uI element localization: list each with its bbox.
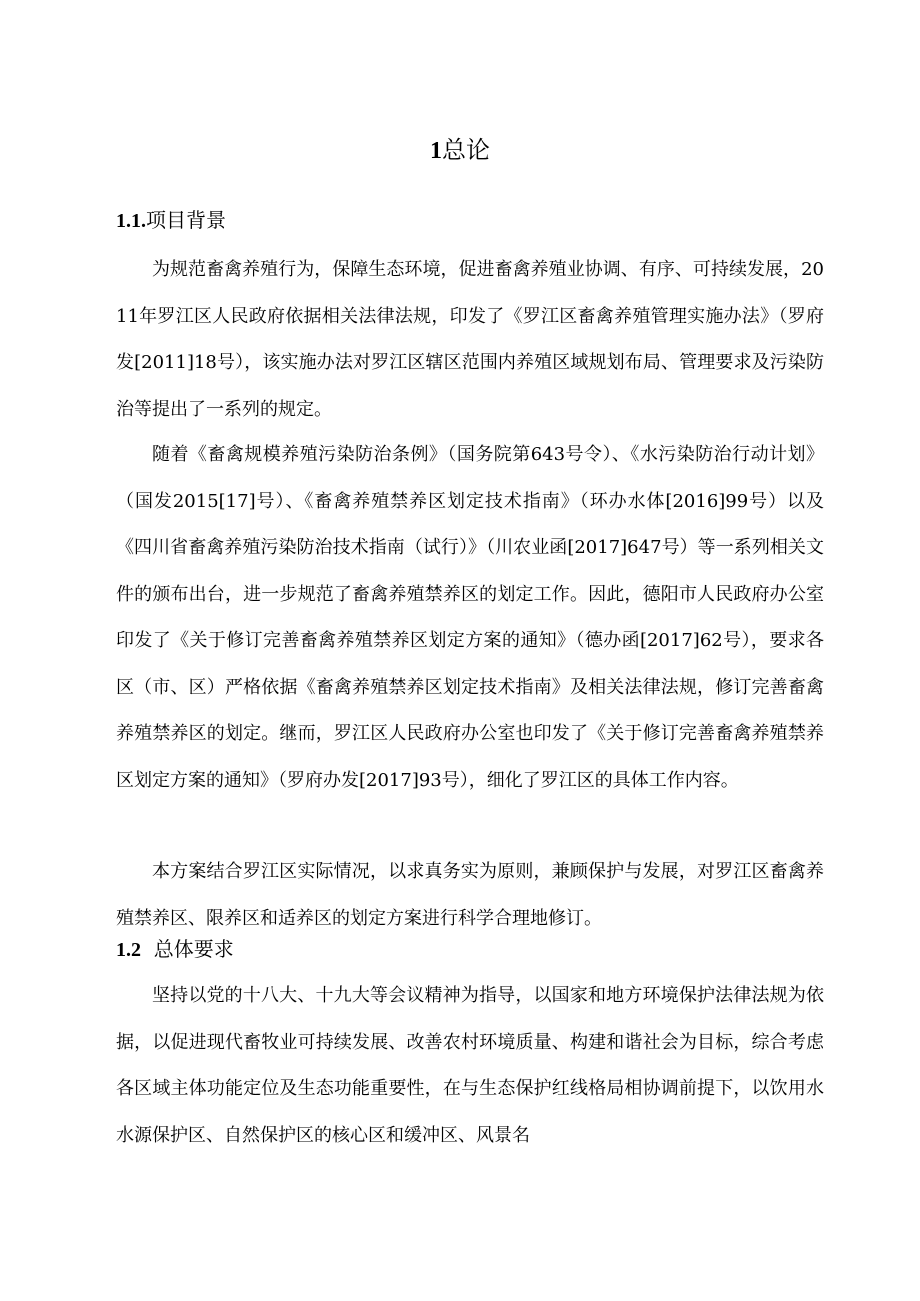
section-number-1-1: 1.1. (116, 210, 146, 232)
section-heading-1-2 (116, 934, 234, 965)
chapter-title (0, 132, 920, 169)
section-number-1-2: 1.2 (116, 939, 141, 961)
paragraph-background-3: 本方案结合罗江区实际情况，以求真务实为原则，兼顾保护与发展，对罗江区畜禽养殖禁养区、限养区和适养区的划定方案进行科学合理地修订。 (116, 861, 824, 929)
paragraph-background-2: 随着《畜禽规模养殖污染防治条例》（国务院第643号令）、《水污染防治行动计划》（国发2015[17]号）、《畜禽养殖禁养区划定技术指南》（环办水体[2016]99号）以及《四川省畜禽养殖污染防治技术指南（试行）》（川农业函[2017]647号）等一系列相关文件的颁布出台，进一步规范了畜禽养殖禁养区的划定工作。因此，德阳市人民政府办公室印发了《关于修订完善畜禽养殖禁养区划定方案的通知》（德办函[2017]62号），要求各区（市、区）严格依据《畜禽养殖禁养区划定技术指南》及相关法律法规，修订完善畜禽养殖禁养区的划定。继而，罗江区人民政府办公室也印发了《关于修订完善畜禽养殖禁养区划定方案的通知》（罗府办发[2017]93号），细化了罗江区的具体工作内容。 (116, 444, 824, 791)
chapter-number: 1 (430, 138, 442, 164)
section-heading-1-1 (116, 205, 226, 236)
paragraph-background-1: 为规范畜禽养殖行为，保障生态环境，促进畜禽养殖业协调、有序、可持续发展，2011年罗江区人民政府依据相关法律法规，印发了《罗江区畜禽养殖管理实施办法》（罗府发[2011]18号），该实施办法对罗江区辖区范围内养殖区域规划布局、管理要求及污染防治等提出了一系列的规定。 (116, 259, 824, 420)
chapter-title-text: 总论 (442, 136, 490, 164)
paragraph-requirements-1: 坚持以党的十八大、十九大等会议精神为指导，以国家和地方环境保护法律法规为依据，以促进现代畜牧业可持续发展、改善农村环境质量、构建和谐社会为目标，综合考虑各区域主体功能定位及生态功能重要性，在与生态保护红线格局相协调前提下，以饮用水水源保护区、自然保护区的核心区和缓冲区、风景名 (116, 985, 824, 1146)
section-title-1-1: 项目背景 (146, 208, 226, 232)
section-title-1-2: 总体要求 (153, 937, 234, 961)
